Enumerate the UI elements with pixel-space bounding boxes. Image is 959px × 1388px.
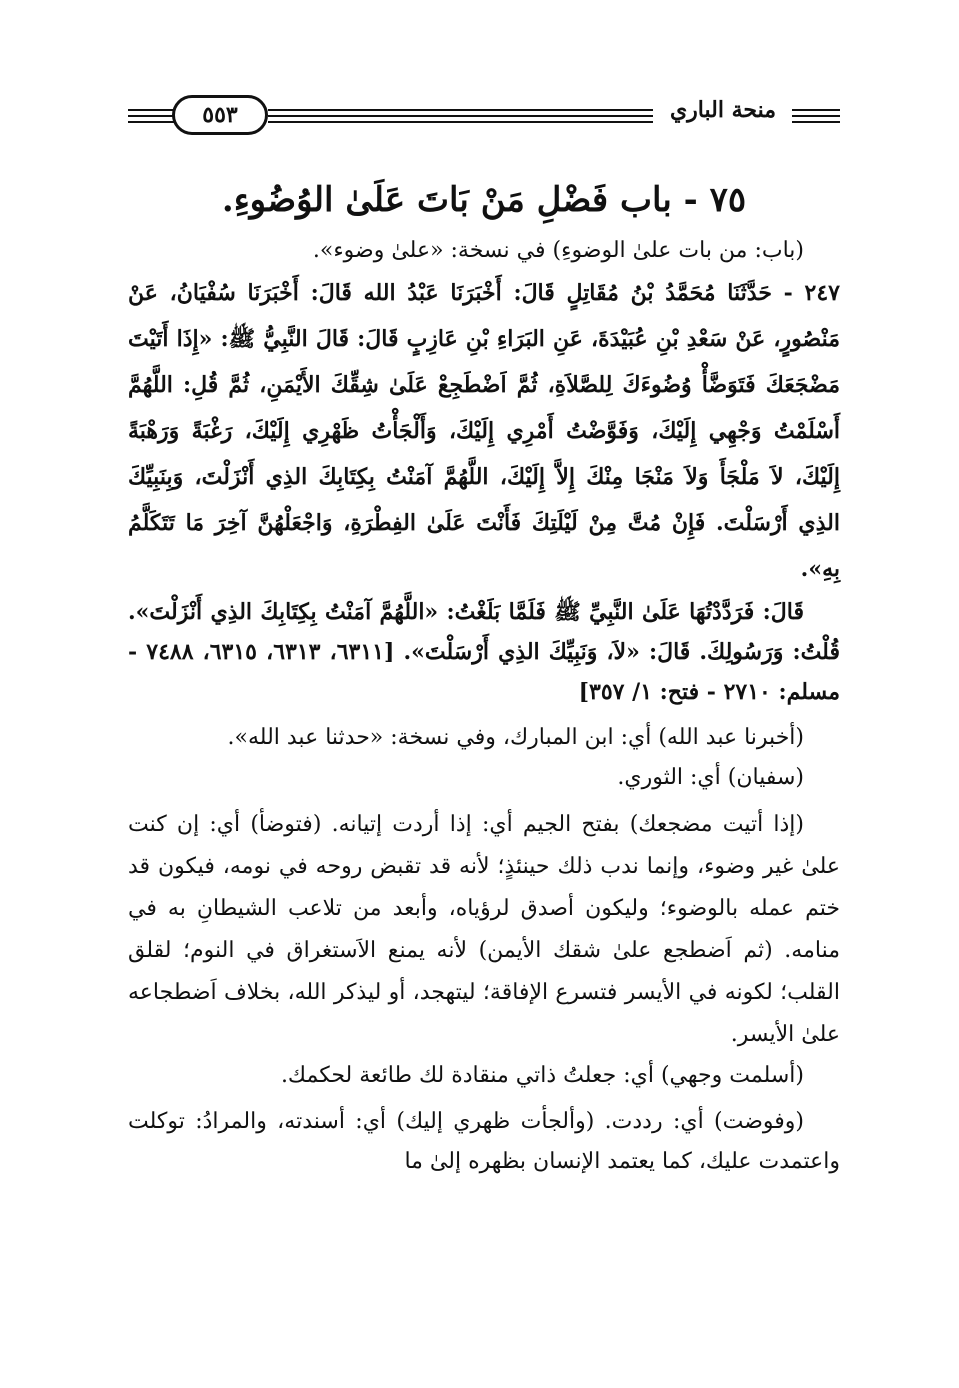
header-rule	[128, 121, 174, 123]
version-note: (باب: من بات علىٰ الوضوءِ) في نسخة: «علىٰ وضوء».	[312, 238, 804, 263]
commentary-paragraph: (سفيان) أي: الثوري.	[617, 765, 804, 790]
commentary-paragraph: (وفوضت) أي: رددت. (وألجأت ظهري إليك) أي: أسندته، والمرادُ: توكلت واعتمدت عليك، كما يعتمد الإنسان بظهره إلىٰ ما	[128, 1109, 840, 1174]
commentary-paragraph: (أسلمت وجهي) أي: جعلتُ ذاتي منقادة لك طائعة لحكمك.	[280, 1063, 804, 1088]
header-rule	[128, 109, 174, 111]
hadith-continuation: قَالَ: فَرَدَّدْتُهَا عَلَىٰ النَّبِيِّ ﷺ فَلَمَّا بَلَغْتُ: «اللَّهُمَّ آمَنْتُ بِكِتَابِكَ الذِي أَنْزَلْتَ». قُلْتُ: وَرَسُولِكَ. قَالَ: «لاَ، وَنَبِيِّكَ الذِي أَرْسَلْتَ». [٦٣١١، ٦٣١٣، ٦٣١٥، ٧٤٨٨ - مسلم: ٢٧١٠ - فتح: ١/ ٣٥٧]	[128, 599, 840, 705]
running-title: منحة الباري	[669, 97, 777, 123]
header-rule	[128, 115, 174, 117]
header-rule	[268, 109, 653, 111]
chapter-title: ٧٥ - باب فَضْلِ مَنْ بَاتَ عَلَىٰ الوُضُوءِ.	[221, 180, 747, 220]
header-rule	[792, 121, 840, 123]
commentary-paragraph: (إذا أتيت مضجعك) بفتح الجيم أي: إذا أردت إتيانه. (فتوضأ) أي: إن كنت علىٰ غير وضوء، وإنما ندب ذلك حينئذٍ؛ لأنه قد تقبض روحه في نومه، فيكون قد ختم عمله بالوضوء؛ وليكون أصدق لرؤياه، وأبعد من تلاعب الشيطانِ به في منامه. (ثم اَضطجع علىٰ شقك الأيمن) لأنه يمنع الاَستغراق في النوم؛ لقلق القلب؛ لكونه في الأيسر فتسرع الإفاقة؛ ليتهجد، أو ليذكر الله، بخلاف اَضطجاعه علىٰ الأيسر.	[128, 812, 841, 1047]
hadith-text: ٢٤٧ - حَدَّثَنَا مُحَمَّدُ بْنُ مُقَاتِلٍ قَالَ: أَخْبَرَنَا عَبْدُ الله قَالَ: أَخْبَرَنَا سُفْيَانُ، عَنْ مَنْصُورٍ، عَنْ سَعْدِ بْنِ عُبَيْدَةَ، عَنِ البَرَاءِ بْنِ عَازِبٍ قَالَ: قَالَ النَّبِيُّ ﷺ: «إِذَا أَتَيْتَ مَضْجَعَكَ فَتَوَضَّأْ وُضُوءَكَ لِلصَّلاَةِ، ثُمَّ اَضْطَجِعْ عَلَىٰ شِقِّكَ الأَيْمَنِ، ثُمَّ قُلِ: اللَّهُمَّ أَسْلَمْتُ وَجْهِي إِلَيْكَ، وَفَوَّضْتُ أَمْرِي إِلَيْكَ، وَأَلْجَأْتُ ظَهْرِي إِلَيْكَ، رَغْبَةً وَرَهْبَةً إِلَيْكَ، لاَ مَلْجَأَ وَلاَ مَنْجَا مِنْكَ إِلاَّ إِلَيْكَ، اللَّهُمَّ آمَنْتُ بِكِتَابِكَ الذِي أَنْزَلْتَ، وَبِنَبِيِّكَ الذِي أَرْسَلْتَ. فَإِنْ مُتَّ مِنْ لَيْلَتِكَ فَأَنْتَ عَلَىٰ الفِطْرَةِ، وَاجْعَلْهُنَّ آخِرَ مَا تَتَكَلَّمُ بِهِ».	[128, 280, 840, 582]
header-rule	[792, 115, 840, 117]
header-rule	[268, 121, 653, 123]
header-rule	[268, 115, 653, 117]
page-content	[128, 172, 840, 1182]
page-number-badge	[172, 95, 268, 135]
page-header	[128, 92, 840, 140]
header-rule	[792, 109, 840, 111]
commentary-paragraph: (أخبرنا عبد الله) أي: ابن المبارك، وفي نسخة: «حدثنا عبد الله».	[227, 725, 804, 750]
page-number: ٥٥٣	[202, 102, 238, 128]
